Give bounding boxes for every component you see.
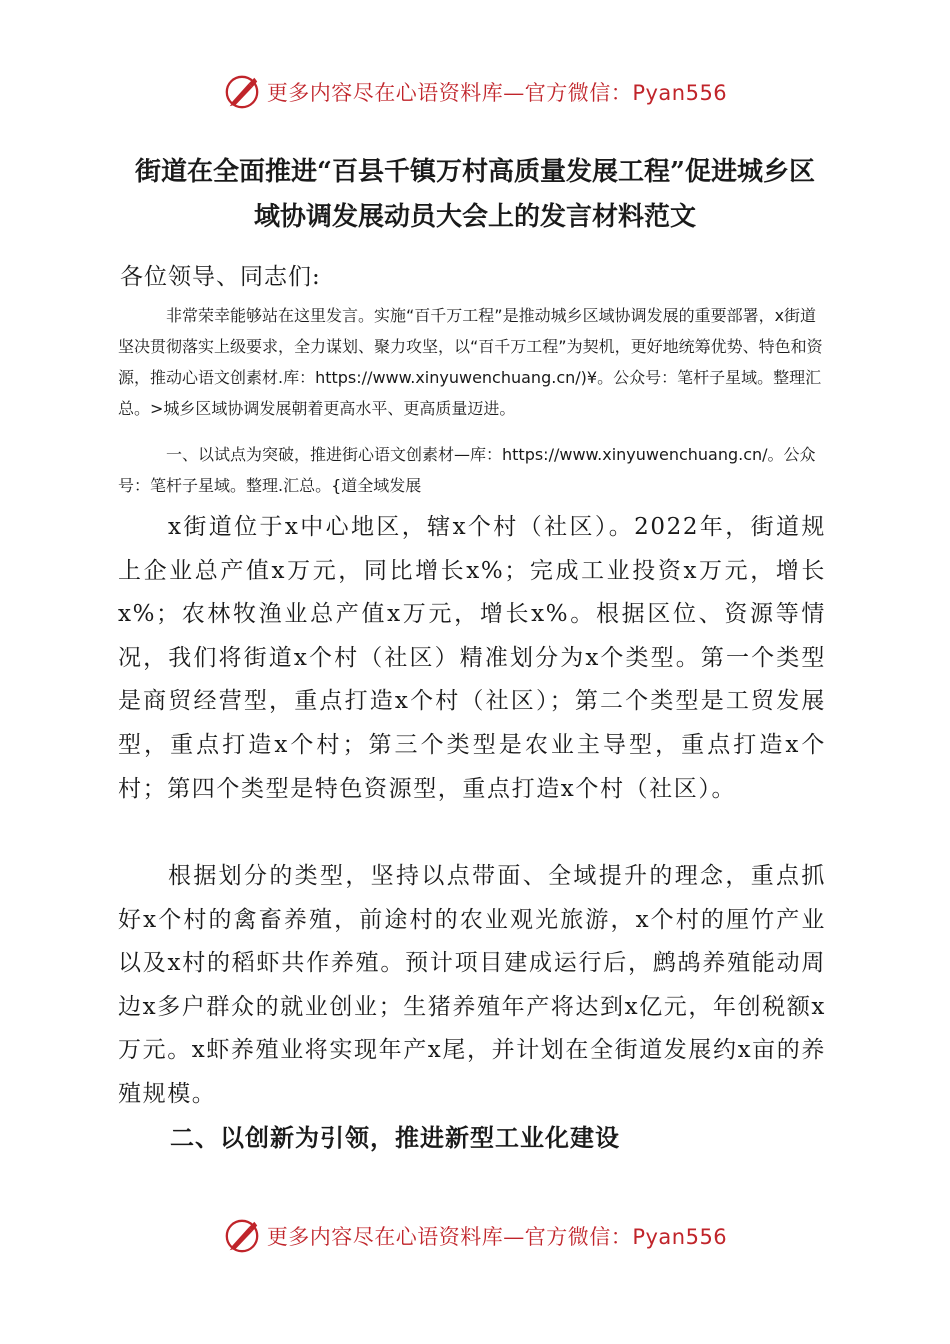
- section-1-heading: 一、以试点为突破，推进街心语文创素材—库：https://www.xinyuwenchuang.cn/。公众号：笔杆子星域。整理.汇总。{道全域发展: [118, 445, 816, 495]
- body-paragraph-1: x街道位于x中心地区，辖x个村（社区）。2022年，街道规上企业总产值x万元，同比增长x%；完成工业投资x万元，增长x%；农林牧渔业总产值x万元，增长x%。根据区位、资源等情况，我们将街道x个村（社区）精准划分为x个类型。第一个类型是商贸经营型，重点打造x个村（社区）；第二个类型是工贸发展型，重点打造x个村；第三个类型是农业主导型，重点打造x个村；第四个类型是特色资源型，重点打造x个村（社区）。: [118, 514, 826, 802]
- wechat-id: Pyan556: [632, 81, 728, 105]
- footer-watermark-banner: [0, 1214, 950, 1258]
- brush-logo-icon: [223, 73, 261, 111]
- wechat-id: Pyan556: [632, 1225, 728, 1249]
- banner-text: [267, 77, 727, 107]
- section-2-heading: 二、以创新为引领，推进新型工业化建设: [170, 1123, 620, 1152]
- title-line-1: 街道在全面推进“百县千镇万村高质量发展工程”促进城乡区: [135, 157, 815, 187]
- banner-text: [267, 1221, 727, 1251]
- body-paragraph-2: 根据划分的类型，坚持以点带面、全域提升的理念，重点抓好x个村的禽畜养殖，前途村的农业观光旅游，x个村的厘竹产业以及x村的稻虾共作养殖。预计项目建成运行后，鹧鸪养殖能动周边x多户群众的就业创业；生猪养殖年产将达到x亿元，年创税额x万元。x虾养殖业将实现年产x尾，并计划在全街道发展约x亩的养殖规模。: [118, 863, 826, 1107]
- greeting: 各位领导、同志们:: [120, 264, 321, 290]
- brush-logo-icon: [223, 1217, 261, 1255]
- banner-label: 更多内容尽在心语资料库—官方微信：: [266, 1225, 633, 1249]
- document-title: [100, 150, 850, 240]
- header-watermark-banner: [0, 70, 950, 114]
- banner-label: 更多内容尽在心语资料库—官方微信：: [266, 81, 633, 105]
- title-line-2: 域协调发展动员大会上的发言材料范文: [253, 202, 696, 232]
- intro-paragraph: 非常荣幸能够站在这里发言。实施“百千万工程”是推动城乡区域协调发展的重要部署，x街道坚决贯彻落实上级要求，全力谋划、聚力攻坚，以“百千万工程”为契机，更好地统筹优势、特色和资源，推动心语文创素材.库：https://www.xinyuwenchuang.cn/)¥。公众号：笔杆子星域。整理汇总。>城乡区域协调发展朝着更高水平、更高质量迈进。: [118, 306, 823, 418]
